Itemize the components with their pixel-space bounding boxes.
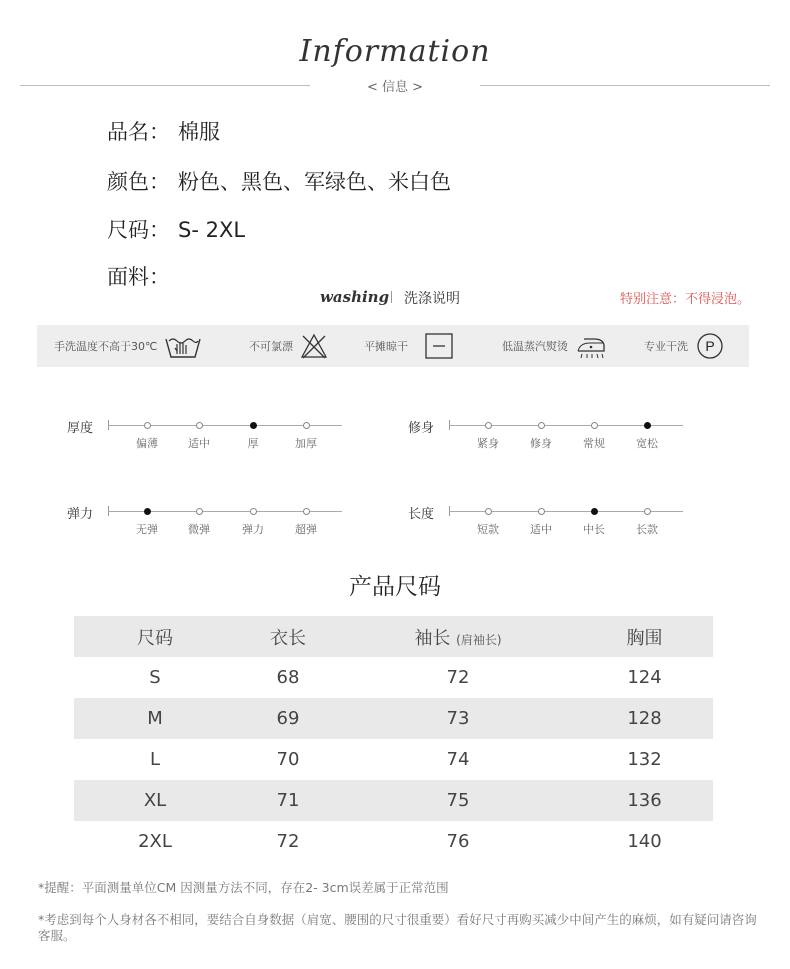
scale-option: 宽松 (636, 437, 658, 450)
washing-title: 洗涤说明 (404, 291, 460, 307)
column-header: 尺码 (74, 616, 236, 657)
section-subtitle: < 信息 > (366, 80, 424, 95)
section-title: Information (299, 34, 491, 69)
table-cell: 75 (340, 780, 576, 821)
scale-dot (196, 508, 203, 515)
table-cell: 72 (446, 667, 470, 688)
info-value: 粉色、黑色、军绿色、米白色 (178, 170, 451, 194)
scale-dot (250, 508, 257, 515)
care-label: 平摊晾干 (364, 340, 408, 353)
table-cell: M (74, 698, 236, 739)
info-product-name (107, 116, 220, 146)
care-no-bleach (249, 325, 329, 367)
no-bleach-icon (299, 332, 329, 360)
info-fabric (107, 261, 178, 291)
scale-name: 厚度 (67, 421, 94, 436)
table-cell: L (149, 749, 161, 770)
info-key: 品名： (107, 120, 170, 144)
size-chart-title: 产品尺码 (349, 574, 441, 600)
scale-dot (538, 508, 545, 515)
info-key: 颜色： (107, 170, 170, 194)
scale-dot-selected (250, 422, 257, 429)
table-cell: 76 (446, 831, 470, 852)
svg-text:P: P (705, 338, 715, 354)
scale-dot (644, 508, 651, 515)
table-row (74, 780, 713, 821)
scale-dot (196, 422, 203, 429)
info-value: 棉服 (178, 120, 220, 144)
info-colors (107, 166, 451, 196)
scale-elasticity (67, 503, 407, 553)
dry-clean-p-icon (696, 332, 726, 360)
sizing-advice-note: *考虑到每个人身材各不相同，要结合自身数据（肩宽、腰围的尺寸很重要）看好尺寸再购买减少中间产生的麻烦，如有疑问请咨询客服。 (38, 912, 757, 943)
table-row (74, 739, 713, 780)
column-header: 衣长 (236, 616, 340, 657)
column-header (340, 616, 576, 657)
table-row (74, 657, 713, 698)
scale-length (408, 503, 748, 553)
steam-iron-low-icon (574, 332, 608, 360)
scale-option: 中长 (583, 523, 605, 536)
scale-option: 加厚 (295, 437, 317, 450)
care-label: 专业干洗 (644, 340, 688, 353)
table-header-row (74, 616, 713, 657)
table-cell: 128 (576, 698, 713, 739)
care-label: 低温蒸汽熨烫 (502, 340, 568, 353)
scale-dot-selected (144, 508, 151, 515)
care-dry-flat (364, 325, 458, 367)
measurement-note: *提醒：平面测量单位CM 因测量方法不同，存在2- 3cm误差属于正常范围 (38, 880, 449, 895)
scale-option: 超弹 (295, 523, 317, 536)
table-cell: S (149, 667, 161, 688)
care-label: 手洗温度不高于30℃ (54, 340, 158, 353)
scale-option: 弹力 (242, 523, 264, 536)
scale-dot (303, 508, 310, 515)
scale-dot (303, 422, 310, 429)
info-key: 尺码： (107, 218, 170, 242)
column-header-note: (肩袖长) (456, 632, 502, 647)
scale-name: 修身 (408, 421, 435, 436)
size-table (74, 616, 713, 862)
care-steam-iron (502, 325, 608, 367)
care-dry-clean (644, 325, 726, 367)
table-cell: 132 (627, 749, 662, 770)
scale-dot (485, 422, 492, 429)
scale-option: 偏薄 (136, 437, 158, 450)
scale-dot (538, 422, 545, 429)
scale-option: 厚 (247, 437, 259, 450)
column-header-label: 袖长 (414, 627, 451, 649)
table-cell: 70 (276, 749, 300, 770)
table-cell: 124 (627, 667, 662, 688)
scale-option: 无弹 (136, 523, 158, 536)
care-hand-wash (54, 325, 203, 367)
scale-option: 常规 (583, 437, 605, 450)
scale-thickness (67, 417, 407, 467)
scale-option: 适中 (188, 437, 210, 450)
table-cell: 2XL (138, 831, 172, 852)
info-key: 面料： (107, 265, 170, 289)
care-label: 不可氯漂 (249, 340, 293, 353)
scale-dot-selected (644, 422, 651, 429)
table-cell: 71 (236, 780, 340, 821)
hand-wash-icon (163, 332, 203, 360)
scale-dot (591, 422, 598, 429)
table-cell: 136 (576, 780, 713, 821)
scale-fit (408, 417, 748, 467)
care-instructions-band (37, 325, 749, 367)
scale-dot (485, 508, 492, 515)
scale-name: 长度 (408, 507, 435, 522)
scale-option: 短款 (477, 523, 499, 536)
dry-flat-icon (424, 332, 458, 360)
scale-option: 修身 (530, 437, 552, 450)
info-sizes (107, 214, 245, 244)
scale-option: 长款 (636, 523, 658, 536)
table-cell: 140 (627, 831, 662, 852)
scale-option: 微弹 (188, 523, 210, 536)
table-cell: 72 (276, 831, 300, 852)
table-cell: 74 (446, 749, 470, 770)
table-row (74, 821, 713, 862)
scale-name: 弹力 (67, 507, 94, 522)
table-cell: 69 (236, 698, 340, 739)
scale-dot-selected (591, 508, 598, 515)
scale-dot (144, 422, 151, 429)
table-cell: 73 (340, 698, 576, 739)
scale-option: 适中 (530, 523, 552, 536)
scale-option: 紧身 (477, 437, 499, 450)
washing-script-title: washing (320, 288, 390, 306)
info-value: S- 2XL (178, 218, 246, 242)
column-header: 胸围 (576, 616, 713, 657)
table-row (74, 698, 713, 739)
table-cell: 68 (276, 667, 300, 688)
washing-divider (391, 291, 392, 303)
washing-warning: 特别注意：不得浸泡。 (620, 292, 751, 307)
table-cell: XL (74, 780, 236, 821)
